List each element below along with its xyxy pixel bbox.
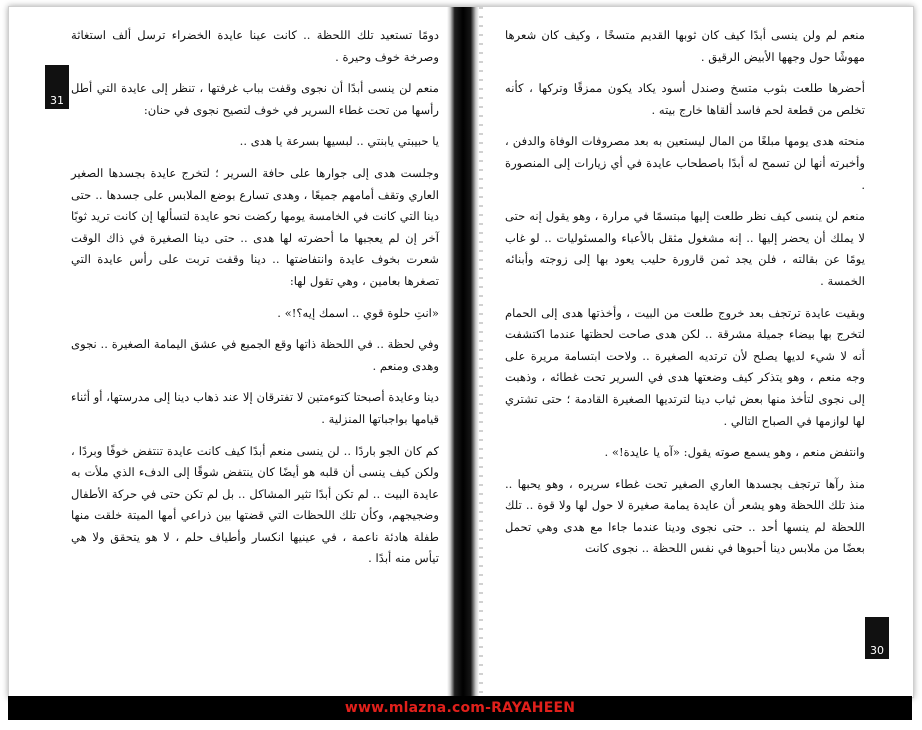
gutter-shadow: [479, 7, 483, 697]
left-page-text: [71, 25, 439, 580]
book-spread: [8, 6, 914, 698]
paragraph: وبقيت عايدة ترتجف بعد خروج طلعت من البيت ، وأخذتها هدى إلى الحمام لتخرج بها بيضاء جميلة مشرقة .. لكن هدى صاحت لحظتها عندما اكتشفت أنه لا شيء لديها يصلح لأن ترتديه الصغيرة .. ولاحت ابتسامة مريرة على وجه منعم ، وهو يتذكر كيف وضعتها هدى في السرير تحت غطائه ، وذهبت إلى نجوى لتأخذ منها بعض ثياب دينا لترتديها الصغيرة القادمة ؛ حتى تشتري لها لوازمها في الصباح التالي .: [505, 305, 865, 428]
paragraph: وفي لحظة .. في اللحظة ذاتها وقع الجميع في عشق اليمامة الصغيرة .. نجوى وهدى ومنعم .: [71, 337, 439, 373]
paragraph: وجلست هدى إلى جوارها على حافة السرير ؛ لتخرج عايدة بجسدها الصغير العاري وتقف أمامهم جميعًا ، وهدى تسارع بوضع الملابس على جسدها .. حتى دينا التي كانت في الخامسة يومها ركضت نحو عايدة لتسألها إن كانت تريد ثوبًا آخر إن لم يعجبها ما أحضرته لها هدى .. حتى دينا الصغيرة في ذاك الوقت شعرت بخوف عايدة وانتفاضتها .. دينا وقفت تربت على رأس عايدة التي تصغرها بعامين ، وهي تقول لها:: [71, 165, 439, 288]
watermark-bar: [8, 696, 912, 720]
watermark-link[interactable]: www.mlazna.com-RAYAHEEN: [344, 700, 576, 716]
paragraph: «انتِ حلوة قوي .. اسمك إيه؟!» .: [277, 305, 439, 320]
paragraph: كم كان الجو باردًا .. لن ينسى منعم أبدًا كيف كانت عايدة تنتفض خوفًا وبردًا ، ولكن كيف ينسى أن قلبه هو أيضًا كان ينتفض شوقًا إلى الدفء الذي ملأت به عايدة البيت .. لم تكن أبدًا تثير المشاكل .. بل لم تكن حتى في حركة الأطفال وضجيجهم، وكأن تلك اللحظات التي قضتها بين ذراعي أمها الميتة خلقت منها طفلة هادئة ناعمة ، في عينيها انكسار وأطياف حلم ، لا هو يتحقق ولا هي تيأس منه أبدًا .: [71, 443, 439, 566]
paragraph: منعم لن ينسى أبدًا أن نجوى وقفت بباب غرفتها ، تنظر إلى عايدة التي أطل رأسها من تحت غطاء السرير في خوف لتصيح نجوى في حنان:: [71, 81, 439, 117]
book-gutter: [447, 7, 479, 697]
paragraph: وانتفض منعم ، وهو يسمع صوته يقول: «آه يا عايدة!» .: [604, 445, 865, 460]
paragraph: دينا وعايدة أصبحتا كتوءمتين لا تفترقان إلا عند ذهاب دينا إلى مدرستها، أو أثناء قيامها بواجباتها المنزلية .: [71, 390, 439, 426]
page-number-right: 30: [865, 617, 889, 659]
paragraph: منذ رآها ترتجف بجسدها العاري الصغير تحت غطاء سريره ، وهو يحبها .. منذ تلك اللحظة وهو يشعر أن عايدة يمامة صغيرة لا حول لها ولا قوة .. تلك اللحظة لم ينسها أحد .. حتى نجوى ودينا عندما جاءا مع هدى وهي تحمل بعضًا من ملابس دينا أحبوها في نفس اللحظة .. نجوى كانت: [505, 476, 865, 556]
right-page-text: [505, 25, 865, 570]
paragraph: يا حبيبتي يابنتي .. لبسيها بسرعة يا هدى ..: [239, 134, 439, 149]
paragraph: منعم لن ينسى كيف نظر طلعت إليها مبتسمًا في مرارة ، وهو يقول إنه حتى لا يملك أن يحضر إليها .. إنه مشغول مثقل بالأعباء والمسئوليات .. لو غاب يومًا عن بقالته ، فلن يجد ثمن قارورة حليب يعود بها إلى زوجته وأبنائه الخمسة .: [505, 209, 865, 288]
paragraph: دومًا تستعيد تلك اللحظة .. كانت عينا عايدة الخضراء ترسل ألف استغاثة وصرخة خوف وحيرة .: [71, 28, 439, 64]
page-number-left: 31: [45, 65, 69, 109]
paragraph: أحضرها طلعت بثوب متسخ وصندل أسود يكاد يكون ممزقًا وتركها ، كأنه تخلص من قطعة لحم فاسد ألقاها خارج بيته .: [505, 81, 865, 117]
paragraph: منحته هدى يومها مبلغًا من المال ليستعين به بعد مصروفات الوفاة والدفن ، وأخبرته أنها لن تسمح له أبدًا باصطحاب عايدة في أي زيارات إلى المنصورة .: [505, 134, 865, 192]
paragraph: منعم لم ولن ينسى أبدًا كيف كان ثوبها القديم متسخًا ، وكيف كان شعرها مهوشًا حول وجهها الأبيض الرقيق .: [505, 28, 865, 64]
